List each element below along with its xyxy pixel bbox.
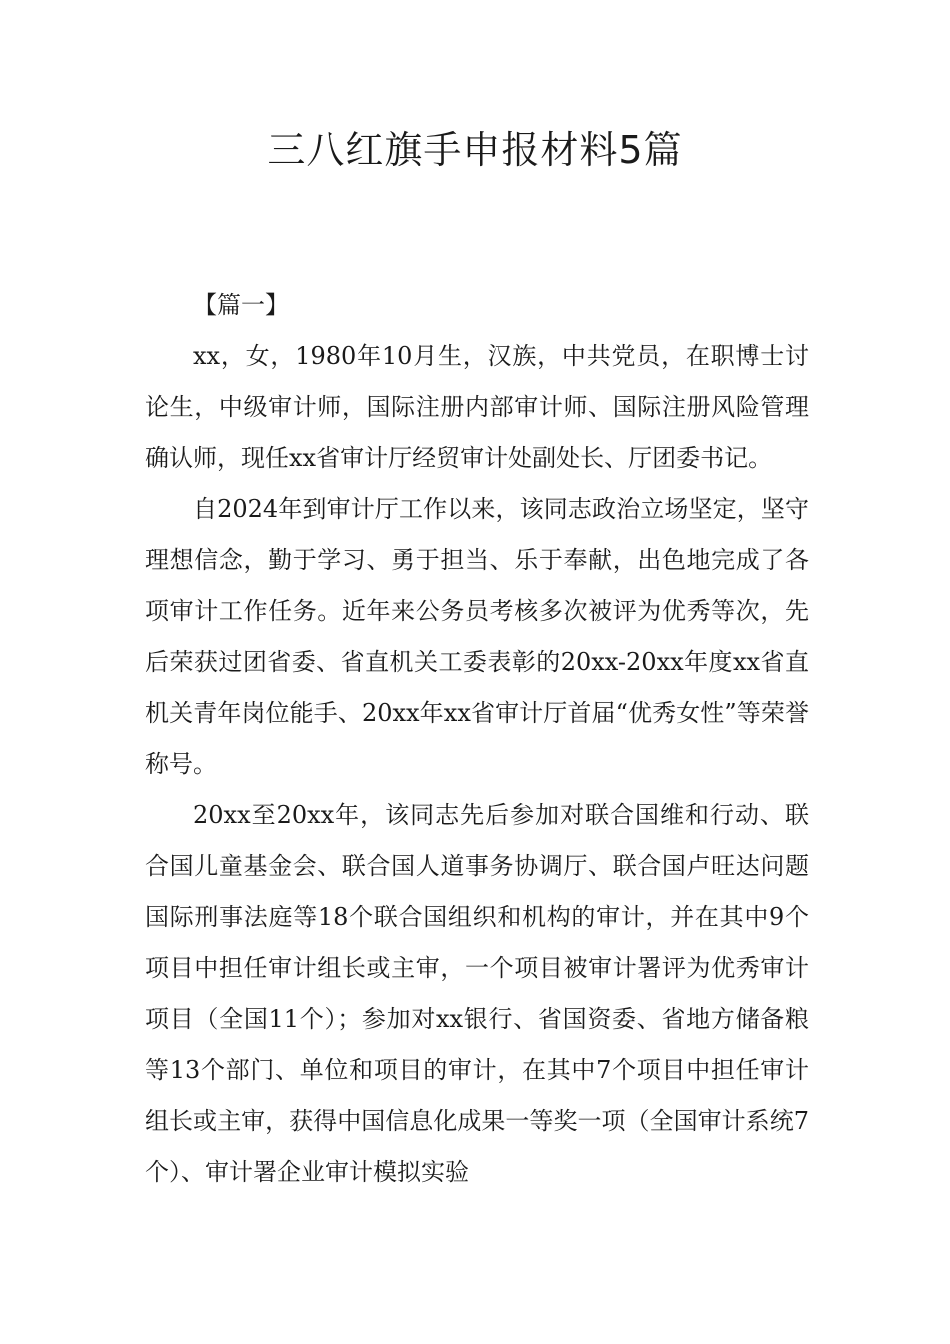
- paragraph-audit-projects: 20xx至20xx年，该同志先后参加对联合国维和行动、联合国儿童基金会、联合国人道事务协调厅、联合国卢旺达问题国际刑事法庭等18个联合国组织和机构的审计，并在其中9个项目中担任审计组长或主审，一个项目被审计署评为优秀审计项目（全国11个）；参加对xx银行、省国资委、省地方储备粮等13个部门、单位和项目的审计，在其中7个项目中担任审计组长或主审，获得中国信息化成果一等奖一项（全国审计系统7个）、审计署企业审计模拟实验: [145, 801, 809, 1186]
- document-body: [145, 280, 809, 1198]
- paragraph-profile: xx，女，1980年10月生，汉族，中共党员，在职博士讨论生，中级审计师，国际注册内部审计师、国际注册风险管理确认师，现任xx省审计厅经贸审计处副处长、厅团委书记。: [145, 342, 809, 472]
- paragraph-work-performance: 自2024年到审计厅工作以来，该同志政治立场坚定，坚守理想信念，勤于学习、勇于担当、乐于奉献，出色地完成了各项审计工作任务。近年来公务员考核多次被评为优秀等次，先后荣获过团省委、省直机关工委表彰的20xx-20xx年度xx省直机关青年岗位能手、20xx年xx省审计厅首届“优秀女性”等荣誉称号。: [145, 495, 809, 778]
- section-heading: 【篇一】: [193, 291, 289, 319]
- document-title: 三八红旗手申报材料5篇: [267, 128, 683, 172]
